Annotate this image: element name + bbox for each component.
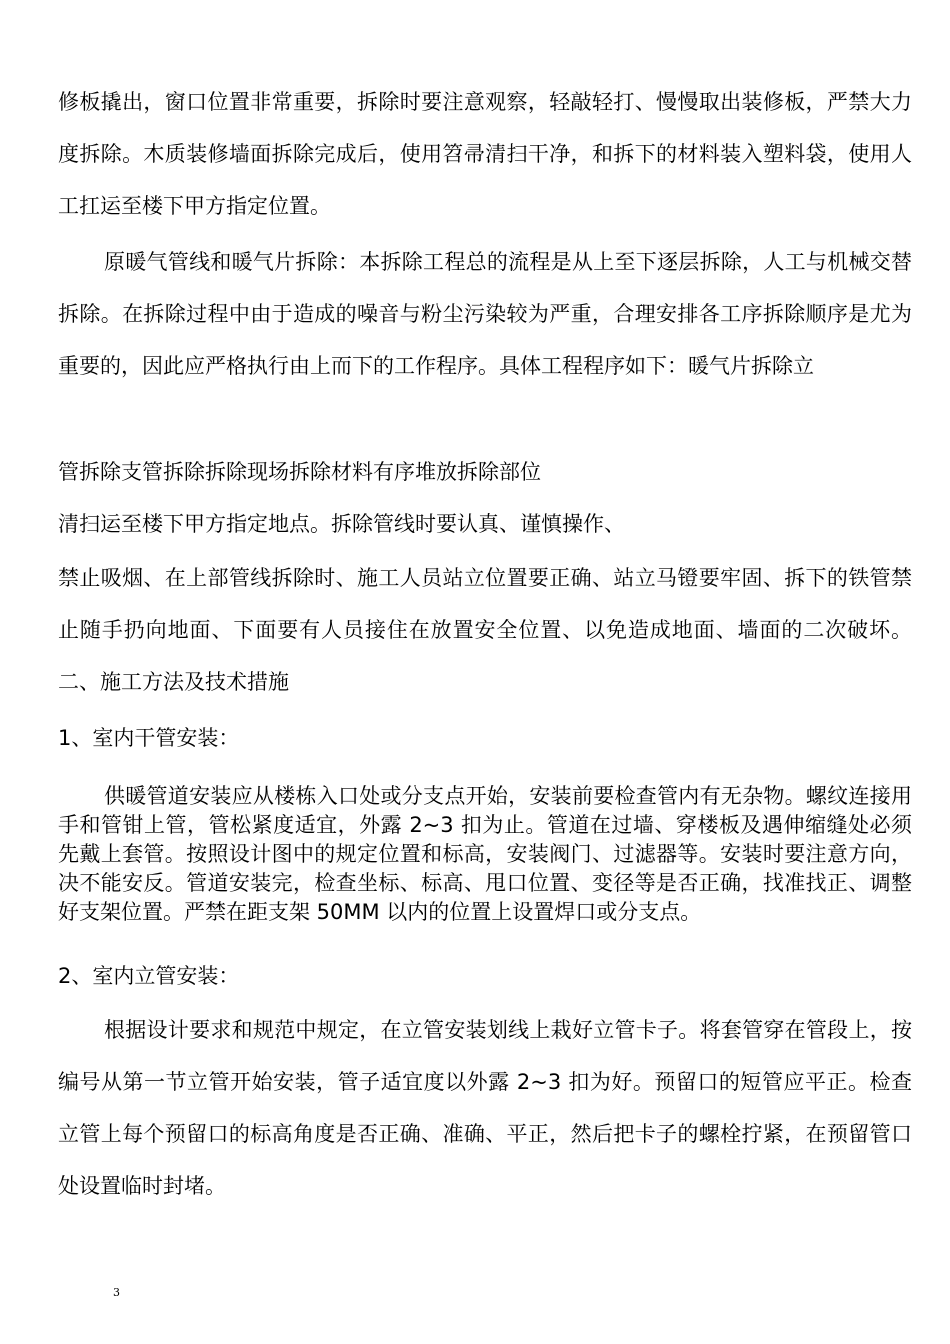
paragraph-safety: 禁止吸烟、在上部管线拆除时、施工人员站立位置要正确、站立马镫要牢固、拆下的铁管禁止随手扔向地面、下面要有人员接住在放置安全位置、以免造成地面、墙面的二次破坏。二、施工方法及技术措施 bbox=[58, 566, 912, 694]
paragraph-demolition-finish: 修板撬出，窗口位置非常重要，拆除时要注意观察，轻敲轻打、慢慢取出装修板，严禁大力度拆除。木质装修墙面拆除完成后，使用笤帚清扫干净，和拆下的材料装入塑料袋，使用人工扛运至楼下甲方指定位置。 bbox=[58, 90, 912, 218]
paragraph-main-pipe-install: 供暖管道安装应从楼栋入口处或分支点开始，安装前要检查管内有无杂物。螺纹连接用手和管钳上管，管松紧度适宜，外露 2~3 扣为止。管道在过墙、穿楼板及遇伸缩缝处必须先戴上套管。按照设计图中的规定位置和标高，安装阀门、过滤器等。安装时要注意方向，决不能安反。管道安装完，检查坐标、标高、甩口位置、变径等是否正确，找准找正、调整好支架位置。严禁在距支架 50MM 以内的位置上设置焊口或分支点。 bbox=[58, 784, 912, 924]
heading-riser-pipe: 2、室内立管安装： bbox=[58, 964, 240, 988]
paragraph-cleanup: 清扫运至楼下甲方指定地点。拆除管线时要认真、谨慎操作、 bbox=[58, 512, 625, 536]
paragraph-heating-demolition: 原暖气管线和暖气片拆除：本拆除工程总的流程是从上至下逐层拆除，人工与机械交替拆除。在拆除过程中由于造成的噪音与粉尘污染较为严重，合理安排各工序拆除顺序是尤为重要的，因此应严格执行由上而下的工作程序。具体工程程序如下：暖气片拆除立 bbox=[58, 250, 912, 378]
paragraph-process-flow: 管拆除支管拆除拆除现场拆除材料有序堆放拆除部位 bbox=[58, 460, 541, 484]
heading-main-pipe: 1、室内干管安装： bbox=[58, 726, 240, 750]
page-number: 3 bbox=[113, 1286, 120, 1299]
paragraph-riser-pipe-install: 根据设计要求和规范中规定，在立管安装划线上栽好立管卡子。将套管穿在管段上，按编号从第一节立管开始安装，管子适宜度以外露 2~3 扣为好。预留口的短管应平正。检查立管上每个预留口的标高角度是否正确、准确、平正，然后把卡子的螺栓拧紧，在预留管口处设置临时封堵。 bbox=[58, 1018, 912, 1198]
